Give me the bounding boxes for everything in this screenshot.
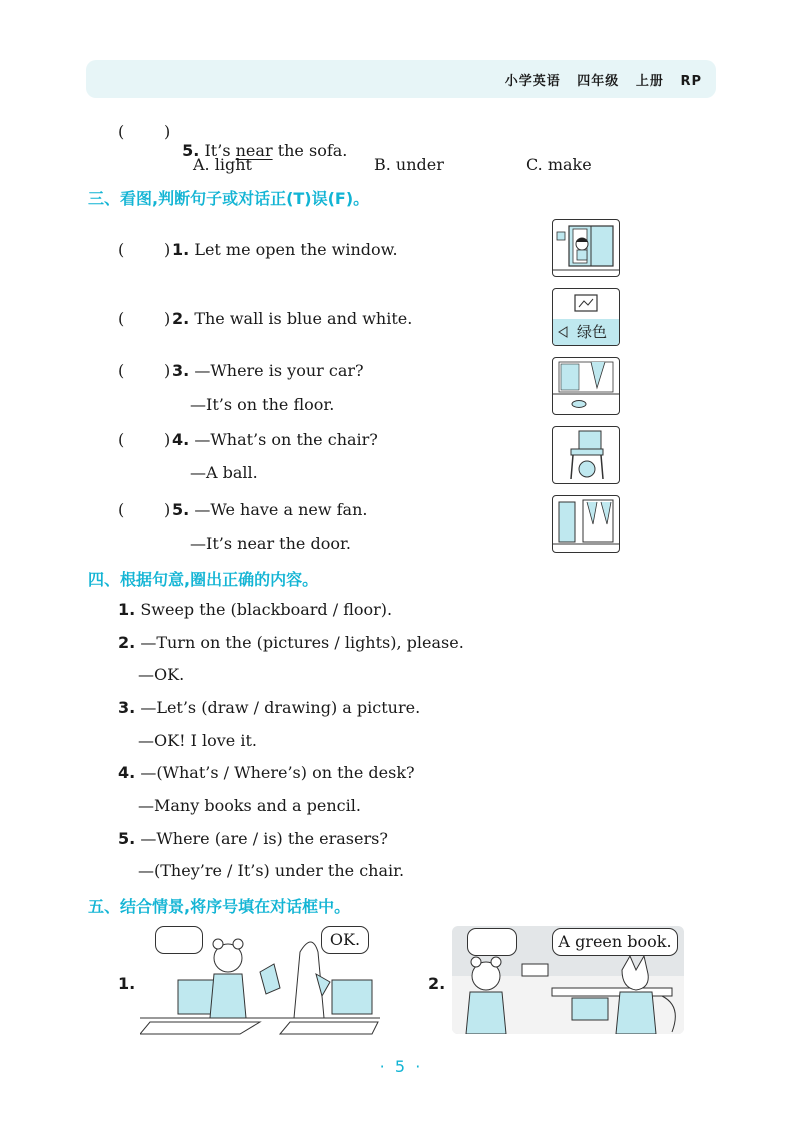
answer-paren-close: ): [164, 430, 171, 449]
window-picture: [552, 219, 620, 277]
item-line1: —Let’s (draw / drawing) a picture.: [140, 698, 421, 717]
item-line1: —(What’s / Where’s) on the desk?: [140, 763, 415, 782]
item-line1: —Turn on the (pictures / lights), please.: [140, 633, 464, 652]
item-line1: Let me open the window.: [194, 240, 398, 259]
question-text-pre: It’s: [204, 141, 231, 160]
answer-paren-close: ): [164, 500, 171, 519]
speech-bubble-green-book: A green book.: [552, 928, 678, 956]
header-title: 小学英语 四年级 上册 RP: [504, 74, 702, 89]
option-b: B. under: [374, 155, 444, 174]
judge-item-3: [172, 361, 364, 380]
answer-paren-open: (: [118, 500, 125, 519]
page-number: · 5 ·: [379, 1057, 421, 1076]
item-number: 4.: [172, 430, 190, 449]
question-5-paren-close: ): [164, 122, 171, 141]
item-number: 2.: [118, 633, 136, 652]
item-number: 5.: [118, 829, 136, 848]
judge-item-2: [172, 309, 412, 328]
item-line1: The wall is blue and white.: [194, 309, 413, 328]
header-bar: [86, 60, 716, 98]
chair-ball-picture: [552, 426, 620, 484]
circle-item-1: [118, 600, 392, 619]
section-4-title: 四、根据句意,圈出正确的内容。: [88, 570, 319, 589]
item-line1: —Where (are / is) the erasers?: [140, 829, 388, 848]
item-line1: —Where is your car?: [194, 361, 364, 380]
judge-item-3-line2: —It’s on the floor.: [190, 395, 335, 414]
circle-item-4-line2: —Many books and a pencil.: [138, 796, 361, 815]
judge-item-1: [172, 240, 398, 259]
scene-2-number: 2.: [428, 974, 446, 993]
section-5-title: 五、结合情景,将序号填在对话框中。: [88, 897, 351, 916]
item-number: 5.: [172, 500, 190, 519]
circle-item-2: [118, 633, 464, 652]
circle-item-5: [118, 829, 388, 848]
answer-paren-open: (: [118, 309, 125, 328]
option-c: C. make: [526, 155, 592, 174]
speech-bubble-ok: OK.: [321, 926, 369, 954]
item-number: 4.: [118, 763, 136, 782]
judge-item-5: [172, 500, 367, 519]
floor-car-picture: [552, 357, 620, 415]
answer-paren-open: (: [118, 430, 125, 449]
item-line1: —What’s on the chair?: [194, 430, 378, 449]
item-number: 1.: [172, 240, 190, 259]
door-fan-picture: [552, 495, 620, 553]
judge-item-4-line2: —A ball.: [190, 463, 258, 482]
circle-item-4: [118, 763, 415, 782]
circle-item-2-line2: —OK.: [138, 665, 185, 684]
underlined-word: near: [235, 141, 273, 160]
judge-item-5-line2: —It’s near the door.: [190, 534, 351, 553]
option-a: A. light: [193, 155, 252, 174]
color-label: 绿色: [577, 323, 608, 341]
circle-item-3: [118, 698, 420, 717]
item-number: 3.: [118, 698, 136, 717]
question-text-post: the sofa.: [277, 141, 348, 160]
circle-item-5-line2: —(They’re / It’s) under the chair.: [138, 861, 405, 880]
answer-paren-open: (: [118, 240, 125, 259]
answer-paren-close: ): [164, 361, 171, 380]
item-line1: —We have a new fan.: [194, 500, 368, 519]
question-5-paren-open: (: [118, 122, 125, 141]
answer-paren-open: (: [118, 361, 125, 380]
item-number: 3.: [172, 361, 190, 380]
answer-paren-close: ): [164, 240, 171, 259]
item-number: 2.: [172, 309, 190, 328]
speech-bubble-empty[interactable]: [467, 928, 517, 956]
scene-1-number: 1.: [118, 974, 136, 993]
section-3-title: 三、看图,判断句子或对话正(T)误(F)。: [88, 189, 370, 208]
item-line1: Sweep the (blackboard / floor).: [140, 600, 393, 619]
wall-picture: [552, 288, 620, 346]
speech-bubble-empty[interactable]: [155, 926, 203, 954]
question-number: 5.: [182, 141, 200, 160]
item-number: 1.: [118, 600, 136, 619]
judge-item-4: [172, 430, 378, 449]
answer-paren-close: ): [164, 309, 171, 328]
circle-item-3-line2: —OK! I love it.: [138, 731, 257, 750]
